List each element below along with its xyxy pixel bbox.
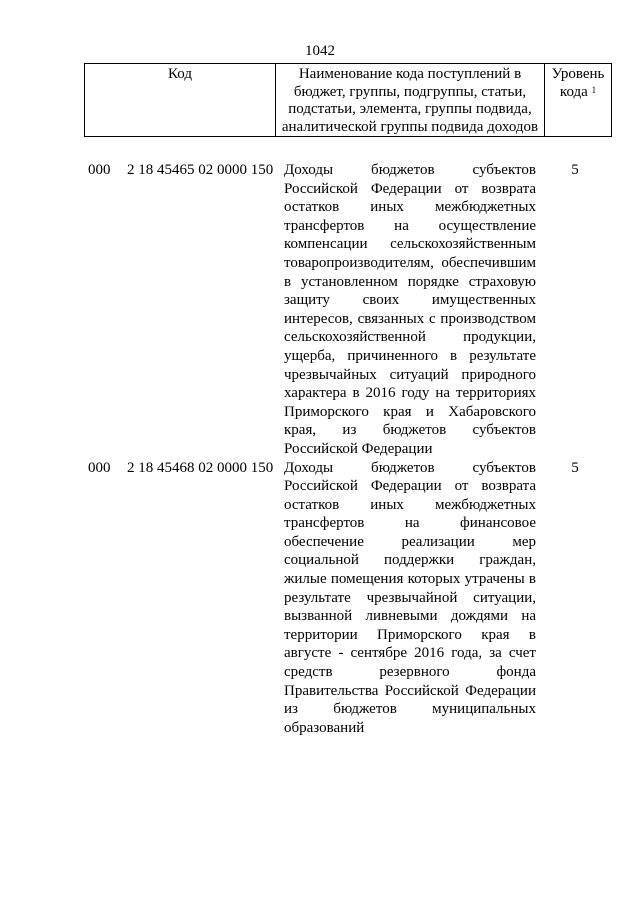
table-body <box>0 161 640 737</box>
footnote-marker: 1 <box>591 84 597 95</box>
header-level <box>545 64 612 137</box>
income-code: 2 18 45468 02 0000 150 <box>127 459 274 476</box>
admin-code: 000 <box>88 162 111 178</box>
header-level-label: Уровень кода <box>551 66 605 100</box>
header-name: Наименование кода поступлений в бюджет, группы, подгруппы, статьи, подстатьи, элемента, группы подвида, аналитической группы подвида доходов <box>276 64 545 137</box>
page-number: 1042 <box>305 43 335 59</box>
header-code: Код <box>85 64 276 137</box>
table-row <box>0 459 640 738</box>
admin-code: 000 <box>88 459 111 476</box>
income-description: Доходы бюджетов субъектов Российской Федерации от возврата остатков иных межбюджетных трансфертов на осуществление компенсации сельскохозяйственным товаропроизводителям, обеспечившим в установленном порядке страховую защиту своих имущественных интересов, связанных с производством сельскохозяйственной продукции, ущерба, причиненного в результате чрезвычайных ситуаций природного характера в 2016 году на территориях Приморского края и Хабаровского края, из бюджетов субъектов Российской Федерации <box>284 162 536 457</box>
code-level: 5 <box>571 459 579 476</box>
table-row <box>0 161 640 459</box>
table-header <box>84 63 612 137</box>
income-code: 2 18 45465 02 0000 150 <box>127 162 274 178</box>
code-level: 5 <box>571 162 579 178</box>
income-description: Доходы бюджетов субъектов Российской Федерации от возврата остатков иных межбюджетных трансфертов на финансовое обеспечение реализации мер социальной поддержки граждан, жилые помещения которых утрачены в результате чрезвычайной ситуации, вызванной ливневыми дождями на территории Приморского края в августе - сентябре 2016 года, за счет средств резервного фонда Правительства Российской Федерации из бюджетов муниципальных образований <box>284 459 536 736</box>
